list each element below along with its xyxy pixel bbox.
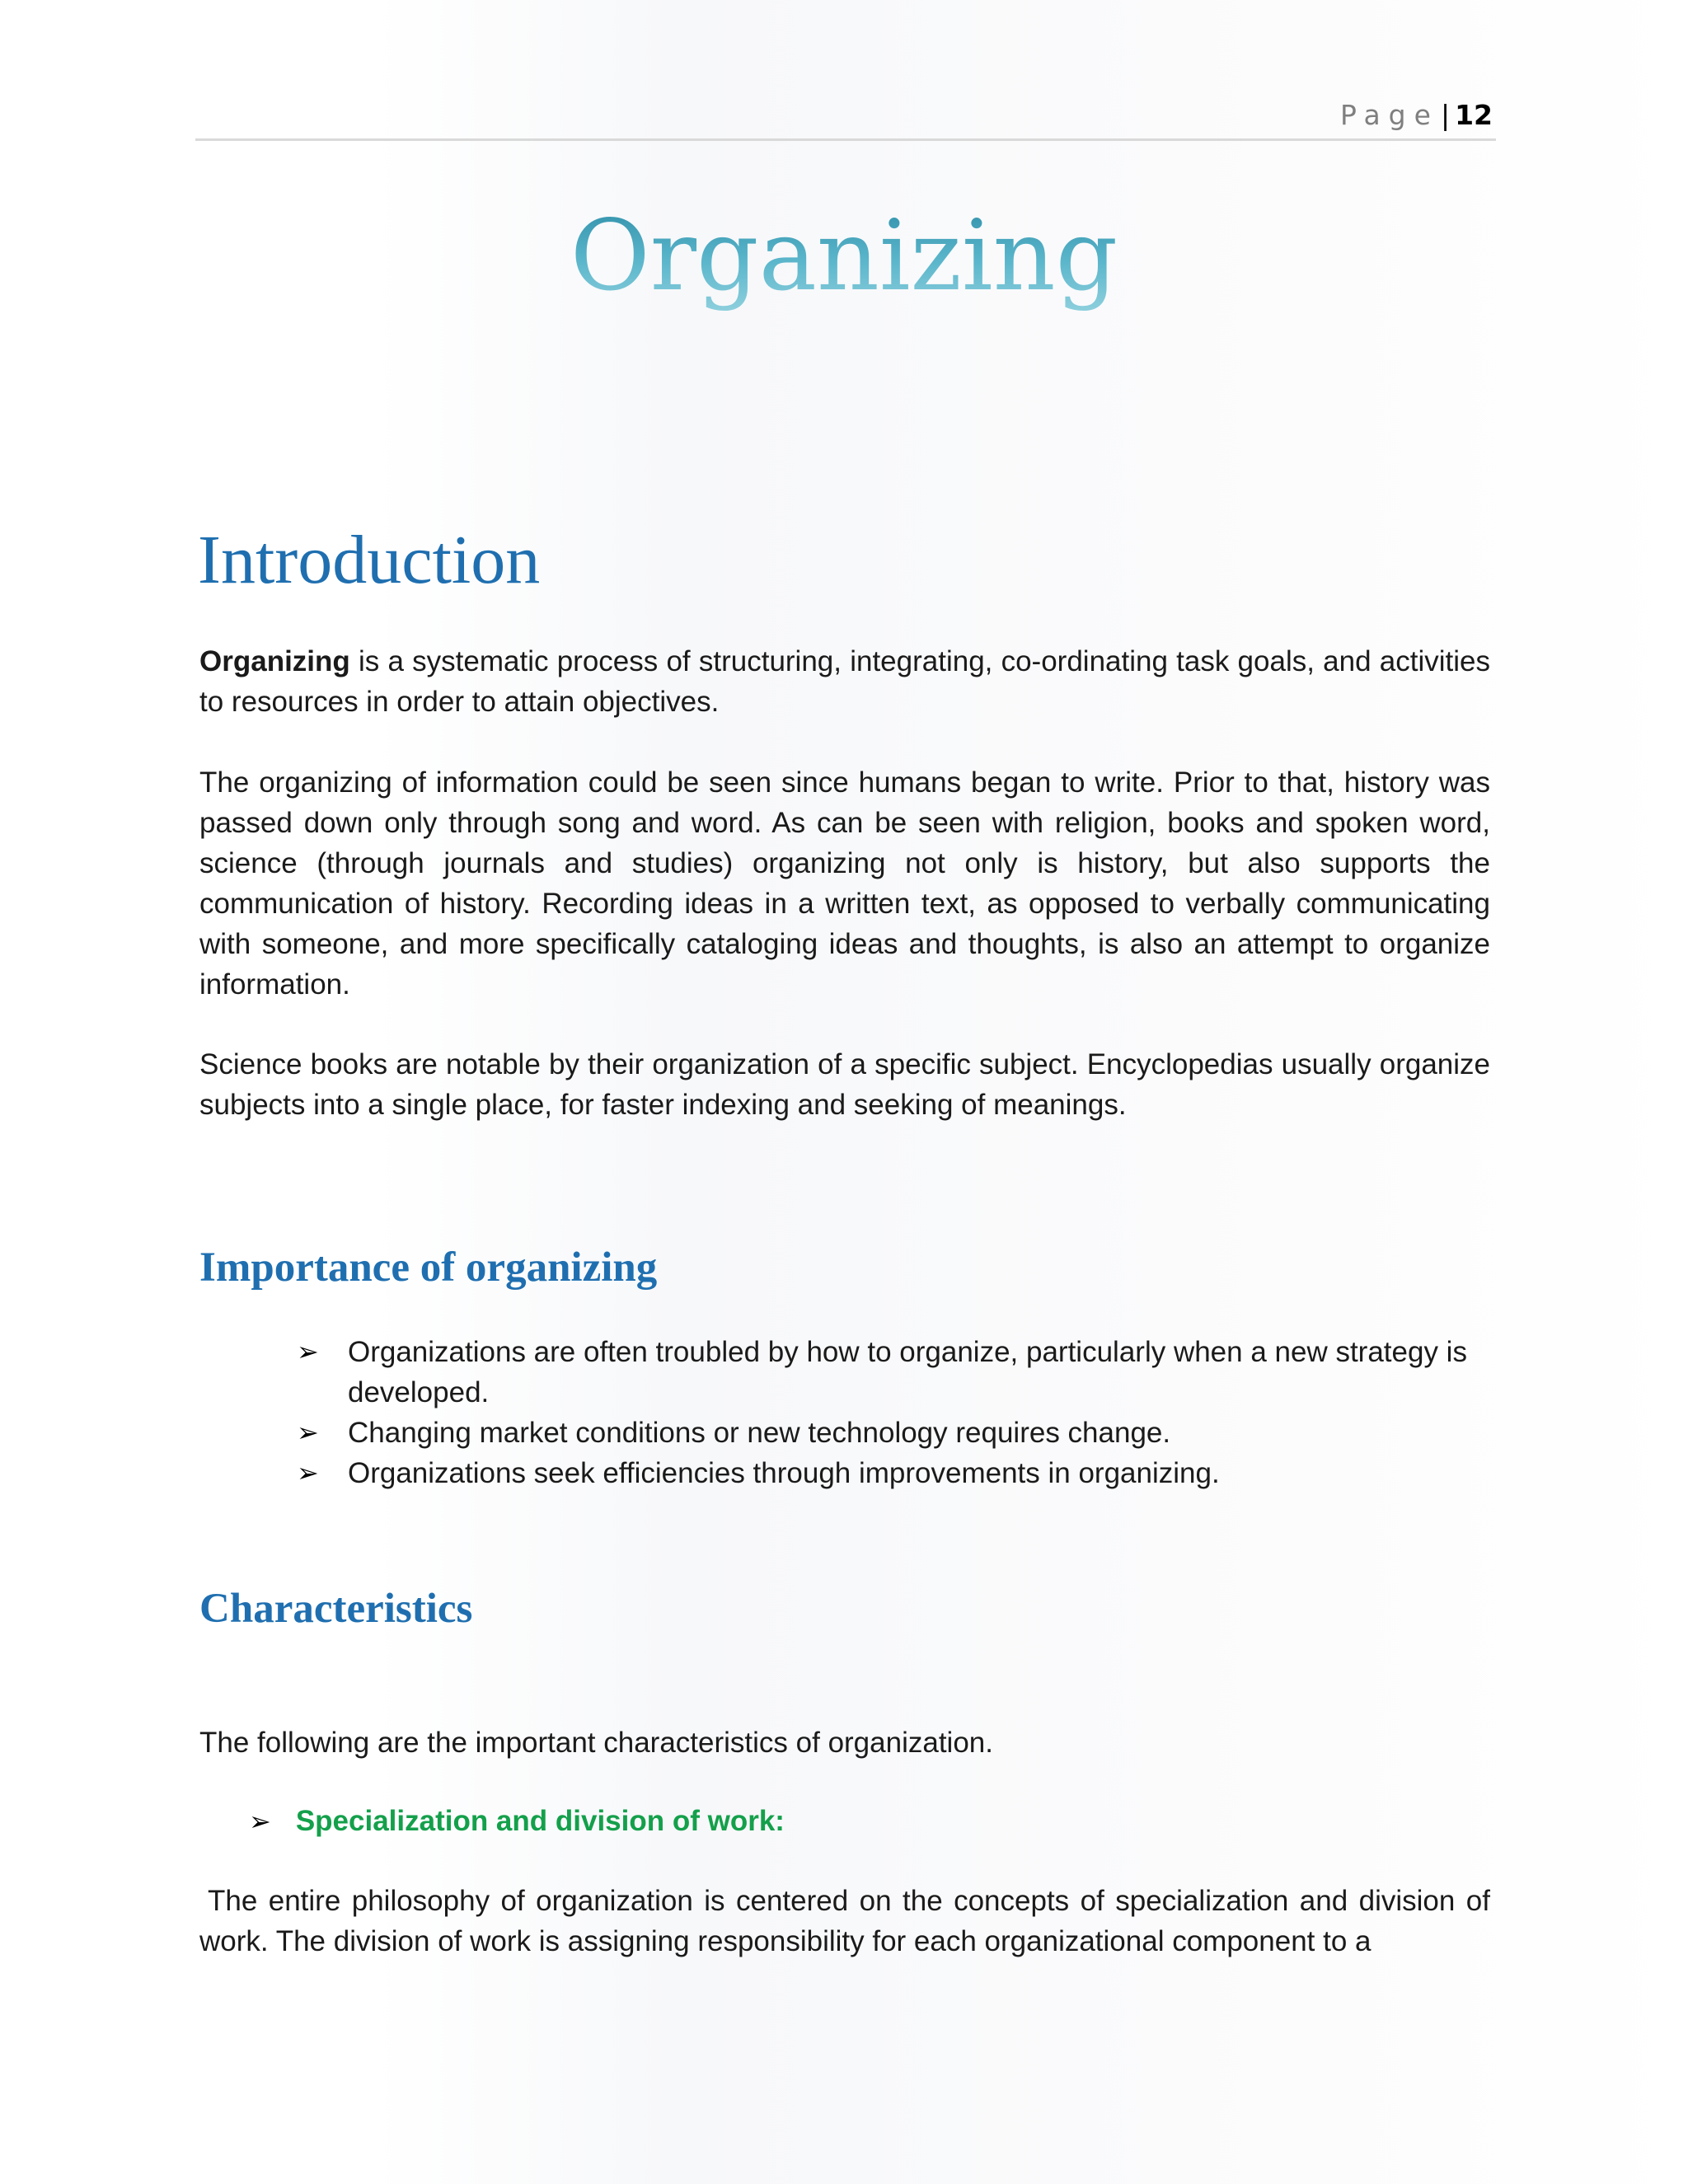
page-number: 12 — [1455, 99, 1493, 131]
importance-list — [297, 1332, 1490, 1493]
organizing-term: Organizing — [199, 645, 350, 677]
introduction-paragraph-1 — [199, 641, 1490, 722]
document-title: Organizing — [0, 198, 1688, 313]
list-item — [297, 1453, 1490, 1493]
arrow-bullet-icon: ➢ — [297, 1418, 319, 1447]
specialization-paragraph: The entire philosophy of organization is centered on the concepts of specialization and division of work. The division of work is assigning responsibility for each organizational component to a — [199, 1885, 1490, 1957]
list-item-text: Organizations are often troubled by how to organize, particularly when a new strategy is developed. — [348, 1336, 1467, 1408]
importance-heading: Importance of organizing — [199, 1244, 658, 1291]
list-item — [297, 1413, 1490, 1453]
page-separator: | — [1440, 99, 1451, 131]
list-item — [297, 1332, 1490, 1413]
characteristics-heading: Characteristics — [199, 1586, 473, 1632]
page-word: Page — [1340, 99, 1439, 131]
arrow-bullet-icon: ➢ — [297, 1458, 319, 1488]
list-item-text: Organizations seek efficiencies through improvements in organizing. — [348, 1457, 1220, 1489]
introduction-paragraph-1-text: is a systematic process of structuring, integrating, co-ordinating task goals, and activities to resources in order to attain objectives. — [199, 645, 1490, 718]
specialization-subheading-text: Specialization and division of work: — [295, 1805, 785, 1837]
specialization-subheading — [249, 1801, 785, 1842]
page-number-label — [1340, 99, 1493, 132]
introduction-heading: Introduction — [198, 522, 541, 598]
page-header — [195, 89, 1496, 141]
arrow-bullet-icon: ➢ — [297, 1337, 319, 1366]
arrow-bullet-icon: ➢ — [249, 1807, 271, 1836]
introduction-paragraph-2: The organizing of information could be seen since humans began to write. Prior to that, history was passed down only through song and word. As can be seen with religion, books and spoken word, science (through journals and studies) organizing not only is history, but also supports the communication of history. Recording ideas in a written text, as opposed to verbally communicating with someone, and more specifically cataloging ideas and thoughts, is also an attempt to organize information. — [199, 766, 1490, 1001]
characteristics-intro: The following are the important characteristics of organization. — [199, 1727, 993, 1759]
introduction-paragraph-3: Science books are notable by their organization of a specific subject. Encyclopedias usually organize subjects into a single place, for faster indexing and seeking of meanings. — [199, 1048, 1490, 1121]
list-item-text: Changing market conditions or new technology requires change. — [348, 1417, 1171, 1449]
